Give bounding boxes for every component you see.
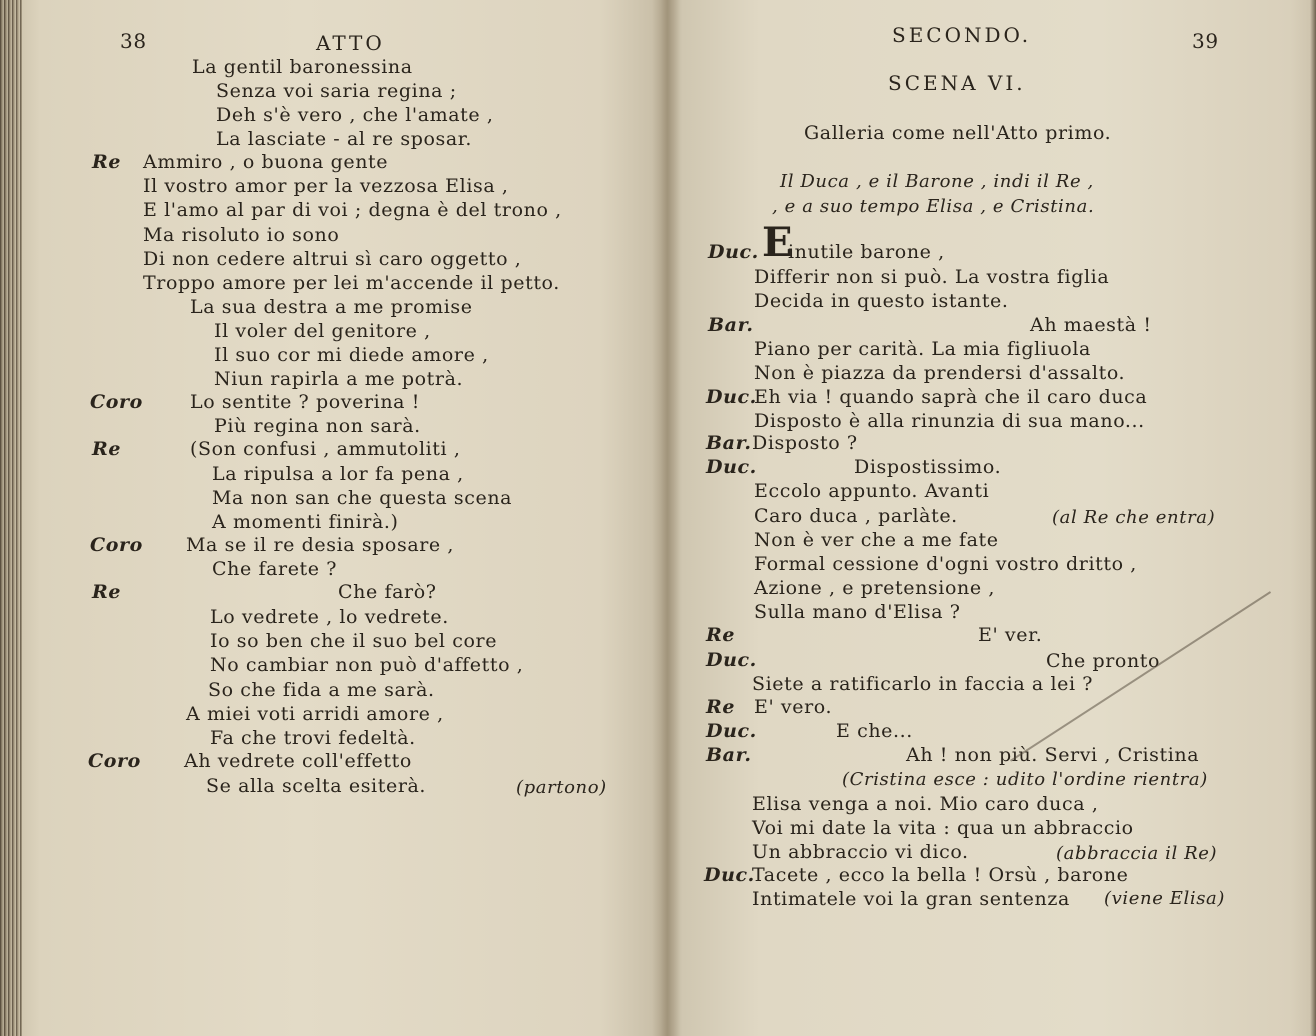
initial-letter: E [762,219,794,266]
speaker-label: Re [92,151,122,173]
verse-line: Che farò? [338,581,437,603]
verse-line: Niun rapirla a me potrà. [214,368,464,390]
verse-line: Io so ben che il suo bel core [210,630,498,652]
verse-line: Che farete ? [212,558,338,580]
verse-line: Eh via ! quando saprà che il caro duca [754,386,1148,408]
verse-line: La lasciate - al re sposar. [216,128,473,150]
speaker-label: Re [706,624,736,646]
verse-line: Ma non san che questa scena [212,487,513,509]
verse-line: Disposto ? [752,432,858,454]
speaker-label: Coro [90,534,143,556]
verse-line: La gentil baronessina [192,56,413,78]
page-number: 39 [1192,29,1219,53]
stage-direction: (abbraccia il Re) [1056,843,1218,864]
verse-line: Dispostissimo. [854,456,1002,478]
verse-line: Fa che trovi fedeltà. [210,727,416,749]
speaker-label: Duc. [704,864,755,886]
stage-direction: (partono) [516,777,607,798]
verse-line: A miei voti arridi amore , [186,703,444,725]
speaker-label: Duc. [706,456,757,478]
verse-line: Più regina non sarà. [214,415,421,437]
verse-line: inutile barone , [788,241,945,263]
stage-direction: Il Duca , e il Barone , indi il Re , [780,171,1094,192]
verse-line: Sulla mano d'Elisa ? [754,601,961,623]
verse-line: Piano per carità. La mia figliuola [754,338,1091,360]
verse-line: Caro duca , parlàte. [754,505,958,527]
verse-line: Intimatele voi la gran sentenza [752,888,1070,910]
verse-line: Elisa venga a noi. Mio caro duca , [752,793,1099,815]
verse-line: Ammiro , o buona gente [143,151,389,173]
verse-line: Senza voi saria regina ; [216,80,457,102]
speaker-label: Coro [90,391,143,413]
verse-line: Non è ver che a me fate [754,529,999,551]
verse-line: La sua destra a me promise [190,296,473,318]
speaker-label: Duc. [708,241,759,263]
verse-line: Siete a ratificarlo in faccia a lei ? [752,673,1094,695]
verse-line: Non è piazza da prendersi d'assalto. [754,362,1126,384]
speaker-label: Bar. [706,432,752,454]
verse-line: Voi mi date la vita : qua un abbraccio [752,817,1134,839]
right-page [668,0,1316,1036]
verse-line: Lo vedrete , lo vedrete. [210,606,449,628]
stage-direction: (al Re che entra) [1052,507,1216,528]
verse-line: Che pronto [1046,650,1161,672]
stage-direction: (viene Elisa) [1104,888,1226,909]
verse-line: Ah ! non più. Servi , Cristina [906,744,1200,766]
speaker-label: Re [92,438,122,460]
verse-line: Azione , e pretensione , [754,577,995,599]
speaker-label: Re [706,696,736,718]
verse-line: Il suo cor mi diede amore , [214,344,489,366]
speaker-label: Re [92,581,122,603]
verse-line: Ah vedrete coll'effetto [184,750,412,772]
verse-line: No cambiar non può d'affetto , [210,654,524,676]
verse-line: Ah maestà ! [1030,314,1152,336]
verse-line: E' ver. [978,624,1043,646]
running-head: ATTO [316,31,385,55]
verse-line: (Son confusi , ammutoliti , [190,438,461,460]
verse-line: E l'amo al par di voi ; degna è del trono , [143,199,562,221]
verse-line: Tacete , ecco la bella ! Orsù , barone [752,864,1129,886]
verse-line: Differir non si può. La vostra figlia [754,266,1110,288]
verse-line: E' vero. [754,696,833,718]
speaker-label: Bar. [708,314,754,336]
speaker-label: Bar. [706,744,752,766]
verse-line: E che... [836,720,913,742]
verse-line: Il voler del genitore , [214,320,431,342]
verse-line: So che fida a me sarà. [208,679,435,701]
verse-line: Deh s'è vero , che l'amate , [216,104,494,126]
verse-line: Ma se il re desia sposare , [186,534,455,556]
verse-line: Lo sentite ? poverina ! [190,391,420,413]
verse-line: Troppo amore per lei m'accende il petto. [143,272,560,294]
verse-line: Un abbraccio vi dico. [752,841,969,863]
scene-setting: Galleria come nell'Atto primo. [804,122,1112,144]
verse-line: A momenti finirà.) [212,511,399,533]
verse-line: La ripulsa a lor fa pena , [212,463,464,485]
verse-line: Di non cedere altrui sì caro oggetto , [143,248,522,270]
stage-direction: , e a suo tempo Elisa , e Cristina. [772,196,1095,217]
running-head: SECONDO. [892,23,1032,47]
verse-line: Il vostro amor per la vezzosa Elisa , [143,175,509,197]
speaker-label: Duc. [706,720,757,742]
page-number: 38 [120,29,147,53]
speaker-label: Duc. [706,649,757,671]
verse-line: Decida in questo istante. [754,290,1009,312]
verse-line: Disposto è alla rinunzia di sua mano... [754,410,1145,432]
scene-title: SCENA VI. [888,71,1026,95]
stage-direction: (Cristina esce : udito l'ordine rientra) [842,769,1208,790]
speaker-label: Coro [88,750,141,772]
verse-line: Eccolo appunto. Avanti [754,480,990,502]
verse-line: Se alla scelta esiterà. [206,775,427,797]
speaker-label: Duc. [706,386,757,408]
verse-line: Ma risoluto io sono [143,224,340,246]
verse-line: Formal cessione d'ogni vostro dritto , [754,553,1137,575]
